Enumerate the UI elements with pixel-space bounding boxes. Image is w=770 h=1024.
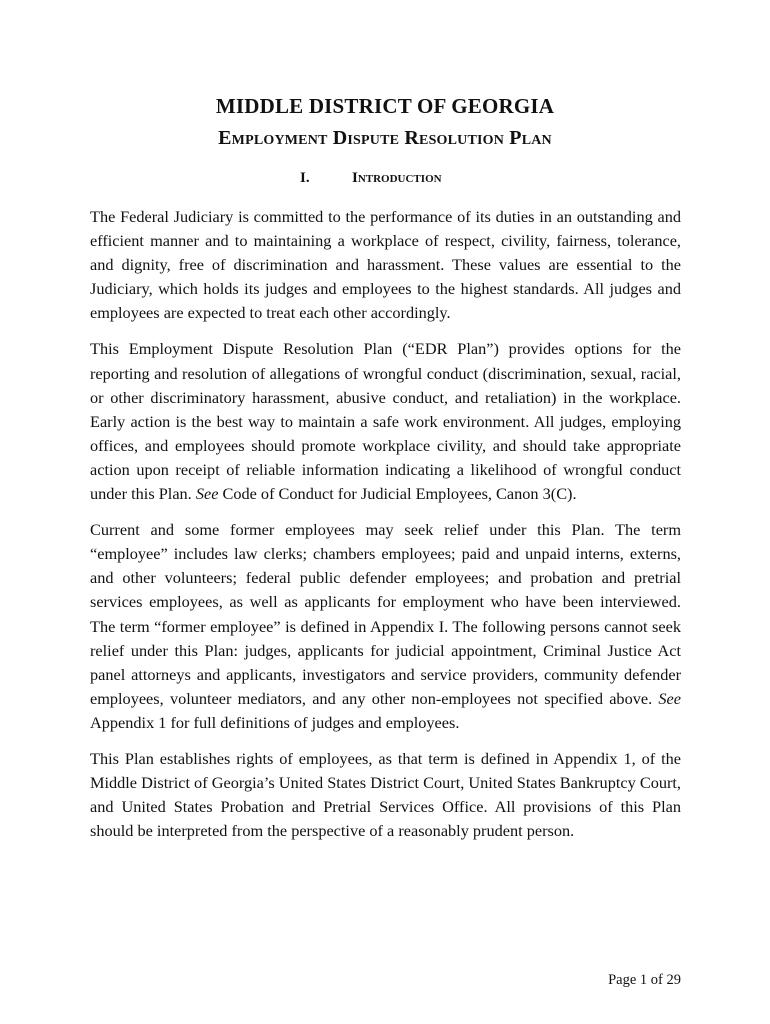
- document-subtitle: Employment Dispute Resolution Plan: [218, 127, 552, 149]
- paragraph-text: The Federal Judiciary is committed to the performance of its duties in an outstanding and efficient manner and to maintaining a workplace of respect, civility, fairness, tolerance, and dignity, free of discrimination and harassment. These values are essential to the Judiciary, which holds its judges and employees to the highest standards. All judges and employees are expected to treat each other accordingly.: [90, 207, 681, 323]
- italic-text: See: [658, 688, 681, 708]
- paragraph-text: This Plan establishes rights of employees, as that term is defined in Appendix 1, of the Middle District of Georgia’s United States District Court, United States Bankruptcy Court, and United States Probation and Pretrial Services Office. All provisions of this Plan should be interpreted from the perspective of a reasonably prudent person.: [90, 748, 681, 841]
- paragraph: [90, 747, 681, 843]
- paragraph: [90, 518, 681, 735]
- body-text: [90, 205, 681, 855]
- page-number: Page 1 of 29: [608, 972, 681, 988]
- paragraph: [90, 205, 681, 325]
- paragraph-text: Code of Conduct for Judicial Employees, Canon 3(C).: [218, 484, 577, 504]
- section-number: I.: [300, 170, 310, 186]
- paragraph: [90, 337, 681, 506]
- paragraph-text: Appendix 1 for full definitions of judges and employees.: [90, 712, 460, 732]
- italic-text: See: [195, 484, 219, 504]
- paragraph-text: Current and some former employees may seek relief under this Plan. The term “employee” includes law clerks; chambers employees; paid and unpaid interns, externs, and other volunteers; federal public defender employees; and probation and pretrial services employees, as well as applicants for employment who have been interviewed. The term “former employee” is defined in Appendix I. The following persons cannot seek relief under this Plan: judges, applicants for judicial appointment, Criminal Justice Act panel attorneys and applicants, investigators and service providers, community defender employees, volunteer mediators, and any other non-employees not specified above.: [90, 520, 681, 708]
- section-name: Introduction: [352, 170, 442, 186]
- document-title: MIDDLE DISTRICT OF GEORGIA: [215, 94, 555, 118]
- paragraph-text: This Employment Dispute Resolution Plan (“EDR Plan”) provides options for the reporting and resolution of allegations of wrongful conduct (discrimination, sexual, racial, or other discriminatory harassment, abusive conduct, and retaliation) in the workplace. Early action is the best way to maintain a safe work environment. All judges, employing offices, and employees should promote workplace civility, and should take appropriate action upon receipt of reliable information indicating a likelihood of wrongful conduct under this Plan.: [90, 339, 681, 504]
